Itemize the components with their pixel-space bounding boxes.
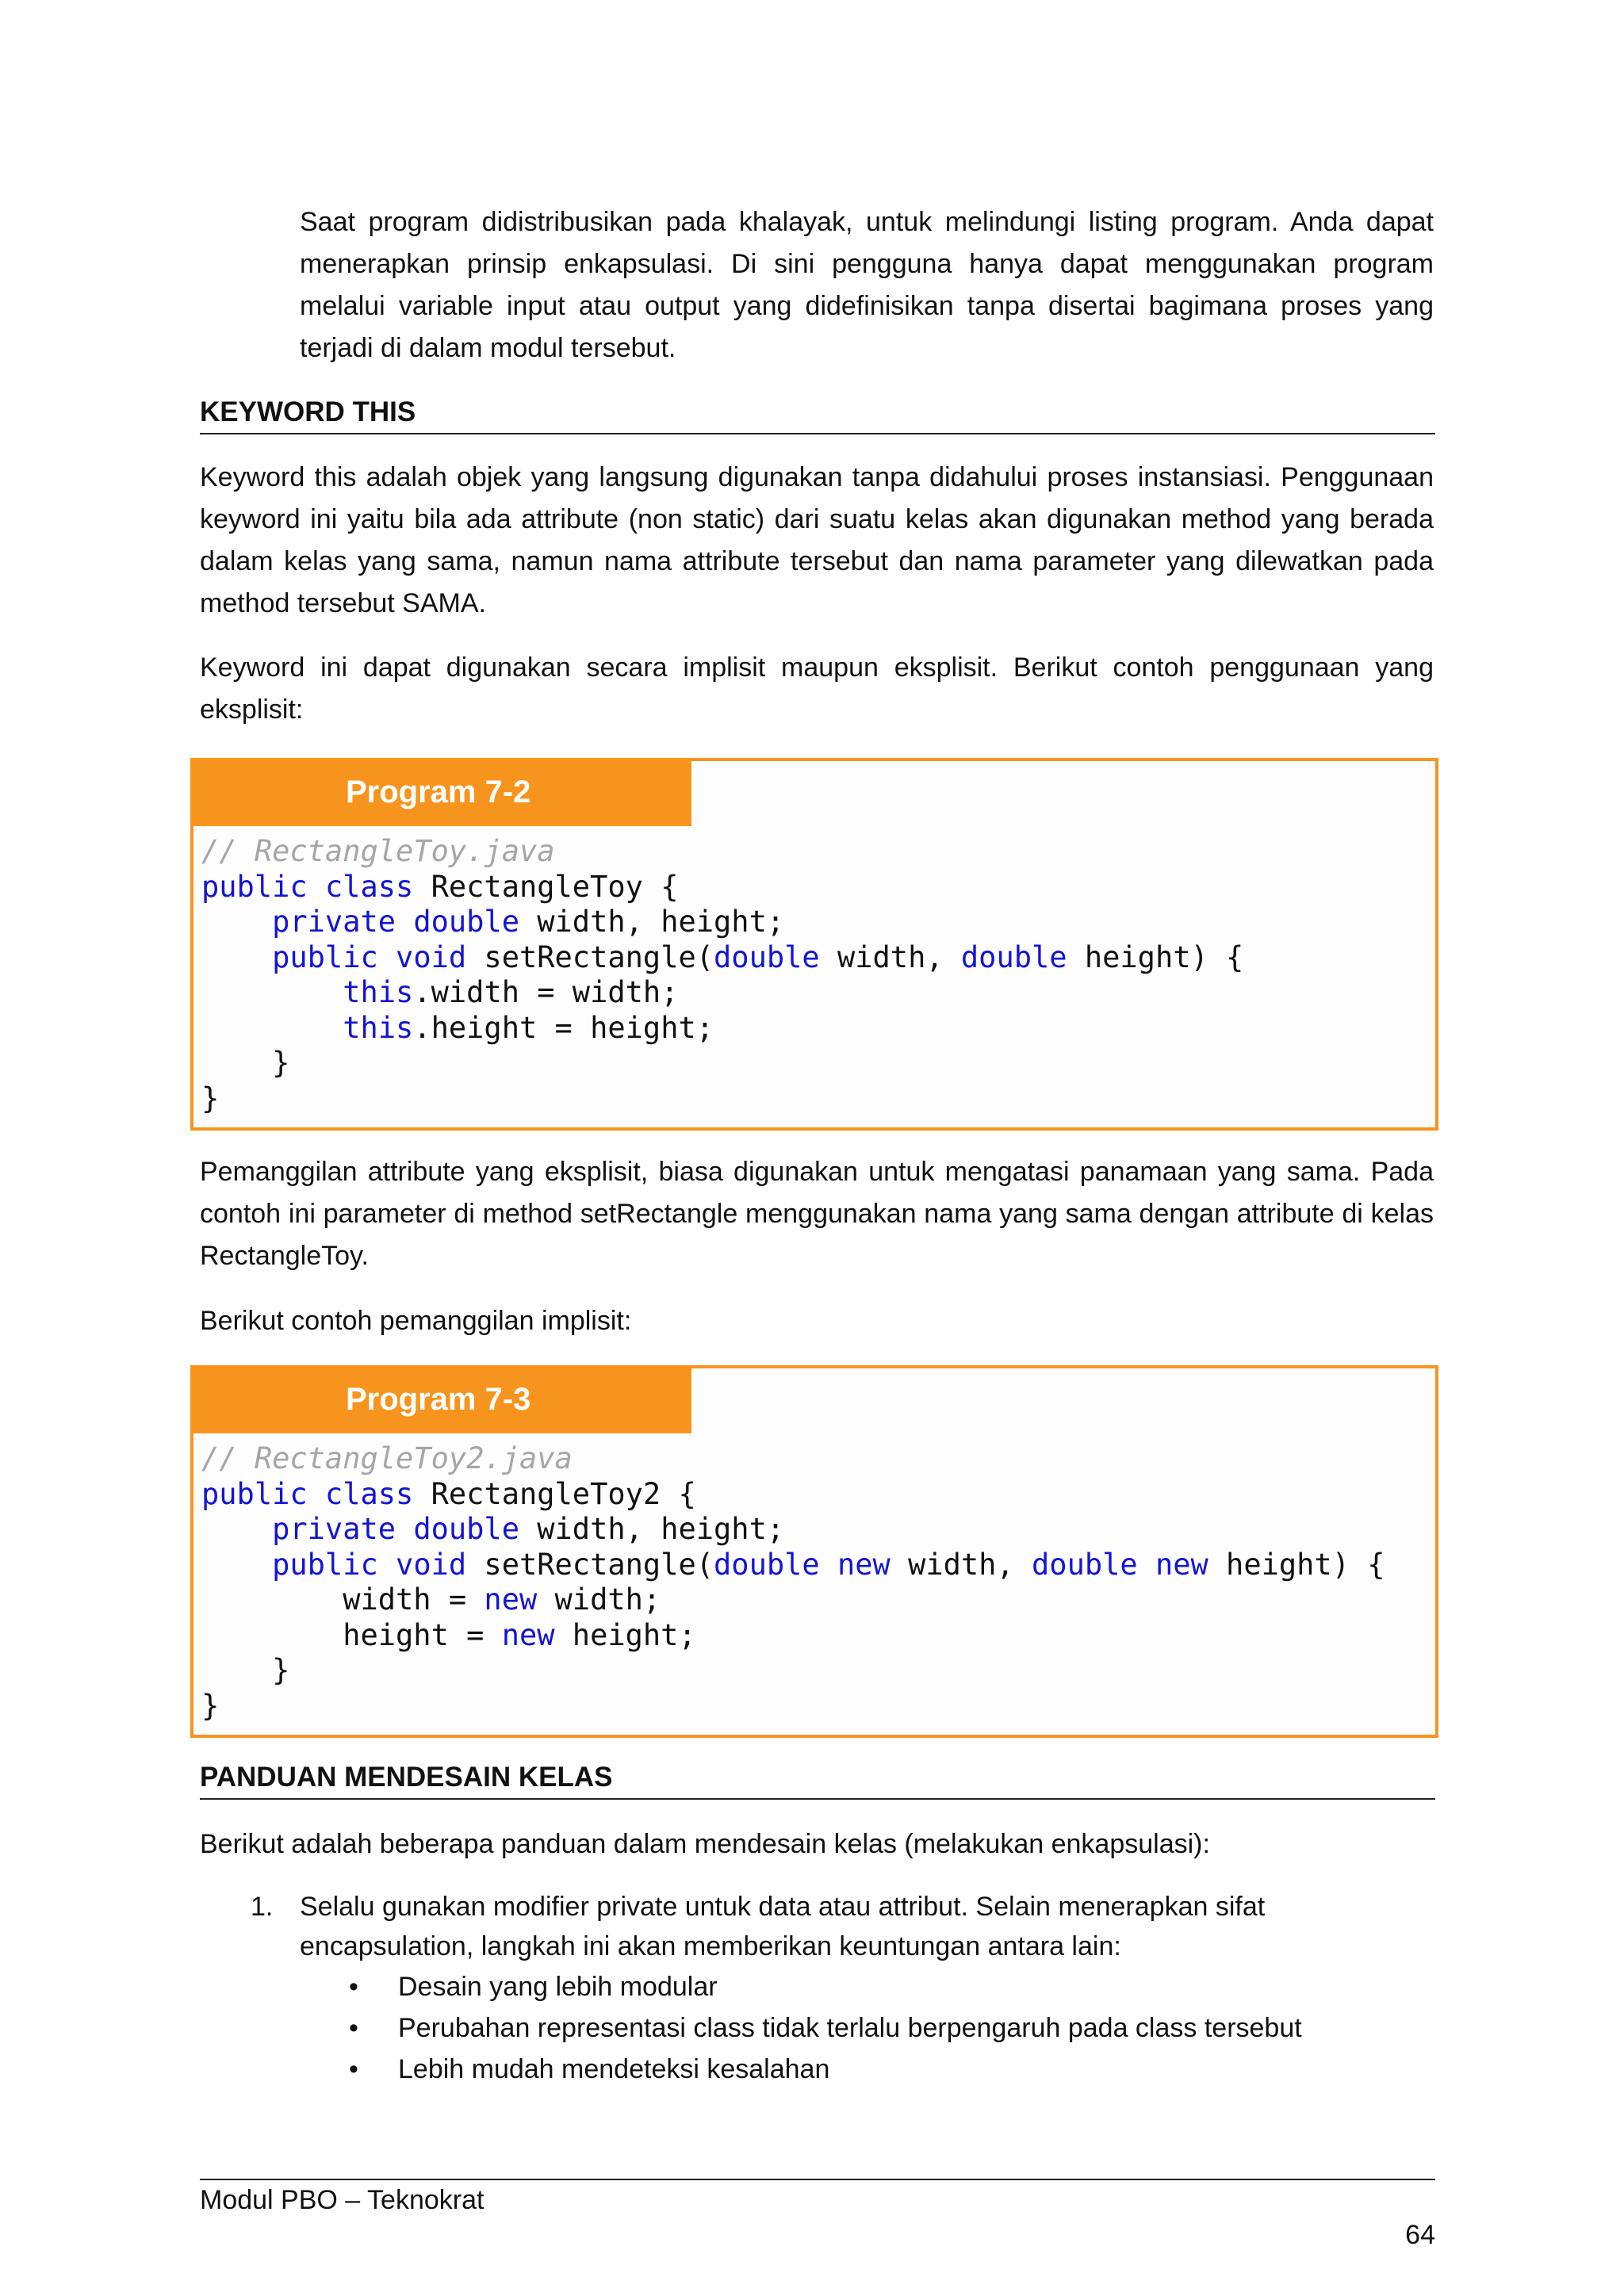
code-box-program-7-3	[190, 1365, 1438, 1738]
page-number: 64	[1405, 2220, 1435, 2250]
code-line: }	[201, 1046, 290, 1080]
code-line: }	[201, 1081, 220, 1115]
keyword-this-definition: Keyword this adalah objek yang langsung digunakan tanpa didahului proses instansiasi. Penggunaan keyword ini yaitu bila ada attribute (non static) dari suatu kelas akan digunakan method yang berada dalam kelas yang sama, namun nama attribute tersebut dan nama parameter yang dilewatkan pada method tersebut SAMA.	[200, 462, 1434, 618]
code-line: // RectangleToy.java	[201, 834, 555, 868]
implicit-call-intro: Berikut contoh pemanggilan implisit:	[200, 1306, 632, 1336]
bullet-icon: •	[349, 2013, 358, 2043]
code-line: }	[201, 1688, 220, 1723]
footer-text: Modul PBO – Teknokrat	[200, 2185, 485, 2215]
code-listing	[193, 1433, 1435, 1724]
code-listing	[193, 826, 1435, 1116]
heading-keyword-this: KEYWORD THIS	[200, 395, 1435, 434]
code-title: Program 7-3	[190, 1365, 691, 1433]
bullet-icon: •	[349, 1972, 358, 2002]
bullet-item: Desain yang lebih modular	[398, 1972, 718, 2002]
keyword-this-usage: Keyword ini dapat digunakan secara implisit maupun eksplisit. Berikut contoh penggunaan yang eksplisit:	[200, 652, 1434, 725]
list-item-number: 1.	[251, 1892, 274, 1922]
code-line: this.height = height;	[343, 1010, 714, 1045]
bullet-item: Lebih mudah mendeteksi kesalahan	[398, 2054, 830, 2084]
guide-intro: Berikut adalah beberapa panduan dalam mendesain kelas (melakukan enkapsulasi):	[200, 1829, 1210, 1859]
bullet-icon: •	[349, 2054, 358, 2084]
bullet-item: Perubahan representasi class tidak terlalu berpengaruh pada class tersebut	[398, 2013, 1302, 2043]
code-box-program-7-2	[190, 758, 1438, 1131]
intro-paragraph: Saat program didistribusikan pada khalayak, untuk melindungi listing program. Anda dapat menerapkan prinsip enkapsulasi. Di sini pengguna hanya dapat menggunakan program melalui variable input atau output yang didefinisikan tanpa disertai bagimana proses yang terjadi di dalam modul tersebut.	[300, 207, 1434, 363]
code-title: Program 7-2	[190, 758, 691, 826]
code-line: public class RectangleToy {	[201, 869, 679, 904]
code-line: width = new width;	[201, 1582, 661, 1617]
code-line: }	[201, 1653, 290, 1687]
code-line: private double width, height;	[272, 1512, 785, 1546]
code-line: public class RectangleToy2 {	[201, 1476, 696, 1511]
code-line: height = new height;	[201, 1617, 696, 1652]
code-line: public void setRectangle(double new width, double new height) {	[272, 1547, 1385, 1582]
code-line: // RectangleToy2.java	[201, 1441, 573, 1475]
footer-divider	[200, 2179, 1435, 2180]
code-line: private double width, height;	[272, 905, 785, 939]
code-line: this.width = width;	[343, 975, 679, 1009]
heading-panduan-mendesain-kelas: PANDUAN MENDESAIN KELAS	[200, 1760, 1435, 1800]
code-line: public void setRectangle(double width, double height) {	[272, 939, 1244, 974]
explicit-call-note: Pemanggilan attribute yang eksplisit, biasa digunakan untuk mengatasi panamaan yang sama. Pada contoh ini parameter di method setRectangle menggunakan nama yang sama dengan attribute di kelas RectangleToy.	[200, 1157, 1434, 1271]
list-item-text: Selalu gunakan modifier private untuk data atau attribut. Selain menerapkan sifat encapsulation, langkah ini akan memberikan keuntungan antara lain:	[300, 1892, 1266, 1961]
